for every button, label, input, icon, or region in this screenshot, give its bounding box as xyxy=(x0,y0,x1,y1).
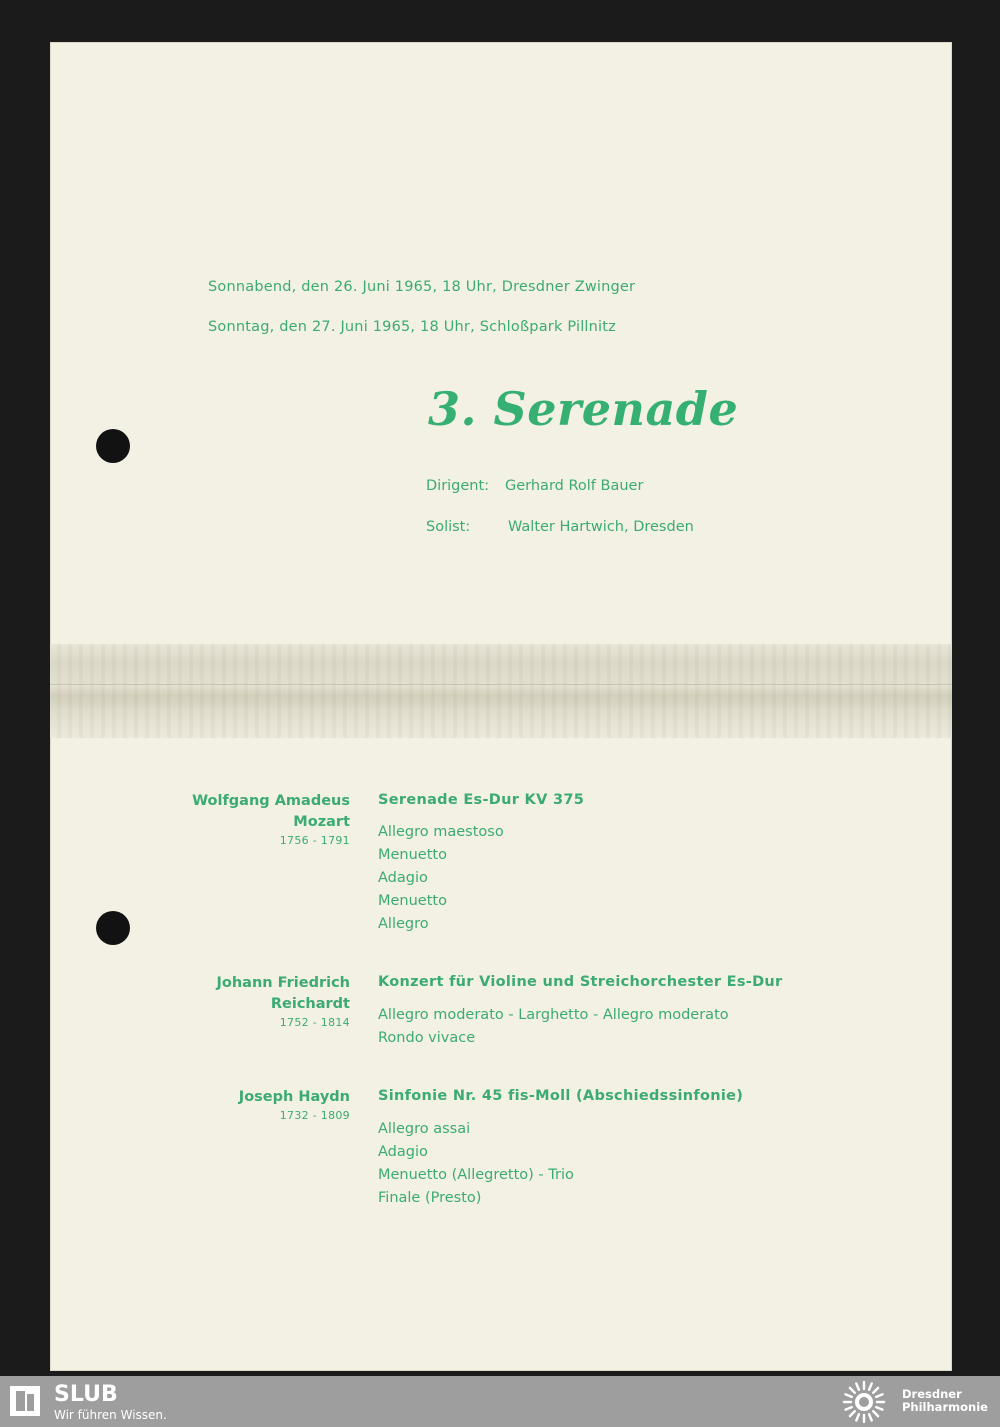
soloist-label: Solist: xyxy=(426,519,471,535)
movement: Menuetto xyxy=(378,893,447,909)
work-title: Serenade Es-Dur KV 375 xyxy=(378,792,585,808)
movement: Menuetto (Allegretto) - Trio xyxy=(378,1167,574,1183)
conductor-label: Dirigent: xyxy=(426,478,490,494)
composer-haydn xyxy=(50,1087,350,1108)
footer-bar xyxy=(0,1376,1000,1427)
movement: Adagio xyxy=(378,1144,428,1160)
punch-hole-bottom xyxy=(96,911,130,945)
partner-name-line1: Dresdner xyxy=(902,1387,962,1401)
soloist-name: Walter Hartwich, Dresden xyxy=(508,519,694,535)
philharmonie-sun-logo-icon xyxy=(842,1380,886,1424)
composer-years: 1752 - 1814 xyxy=(279,1016,350,1029)
fold-crease xyxy=(50,684,952,685)
work-title: Konzert für Violine und Streichorchester Es-Dur xyxy=(378,974,783,990)
paper-fold xyxy=(50,644,952,738)
composer-first-names: Johann Friedrich xyxy=(216,975,350,991)
movement: Allegro maestoso xyxy=(378,824,504,840)
composer-years: 1756 - 1791 xyxy=(279,834,350,847)
partner-name xyxy=(902,1388,988,1414)
movement: Allegro moderato - Larghetto - Allegro moderato xyxy=(378,1007,729,1023)
work-title: Sinfonie Nr. 45 fis-Moll (Abschiedssinfonie) xyxy=(378,1088,744,1104)
composer-surname: Reichardt xyxy=(270,996,350,1012)
event-date-zwinger: Sonnabend, den 26. Juni 1965, 18 Uhr, Dresdner Zwinger xyxy=(208,279,636,295)
movement: Allegro xyxy=(378,916,429,932)
composer-name: Joseph Haydn xyxy=(238,1089,350,1105)
punch-hole-top xyxy=(96,429,130,463)
movement: Rondo vivace xyxy=(378,1030,476,1046)
movement-list xyxy=(378,1004,729,1050)
movement-list xyxy=(378,1118,574,1210)
movement: Adagio xyxy=(378,870,428,886)
slub-logo-icon xyxy=(10,1386,40,1416)
composer-reichardt xyxy=(50,973,350,1015)
composer-mozart xyxy=(50,791,350,833)
movement: Finale (Presto) xyxy=(378,1190,482,1206)
composer-years: 1732 - 1809 xyxy=(279,1109,350,1122)
library-name: SLUB xyxy=(54,1382,118,1407)
movement: Menuetto xyxy=(378,847,447,863)
composer-surname: Mozart xyxy=(293,814,350,830)
library-tagline: Wir führen Wissen. xyxy=(54,1408,167,1422)
page-title: 3. Serenade xyxy=(428,382,739,436)
movement: Allegro assai xyxy=(378,1121,471,1137)
partner-name-line2: Philharmonie xyxy=(902,1400,988,1414)
program-sheet xyxy=(50,42,952,1371)
composer-first-names: Wolfgang Amadeus xyxy=(192,793,350,809)
movement-list xyxy=(378,821,504,936)
event-date-pillnitz: Sonntag, den 27. Juni 1965, 18 Uhr, Schloßpark Pillnitz xyxy=(208,319,616,335)
conductor-name: Gerhard Rolf Bauer xyxy=(505,478,644,494)
